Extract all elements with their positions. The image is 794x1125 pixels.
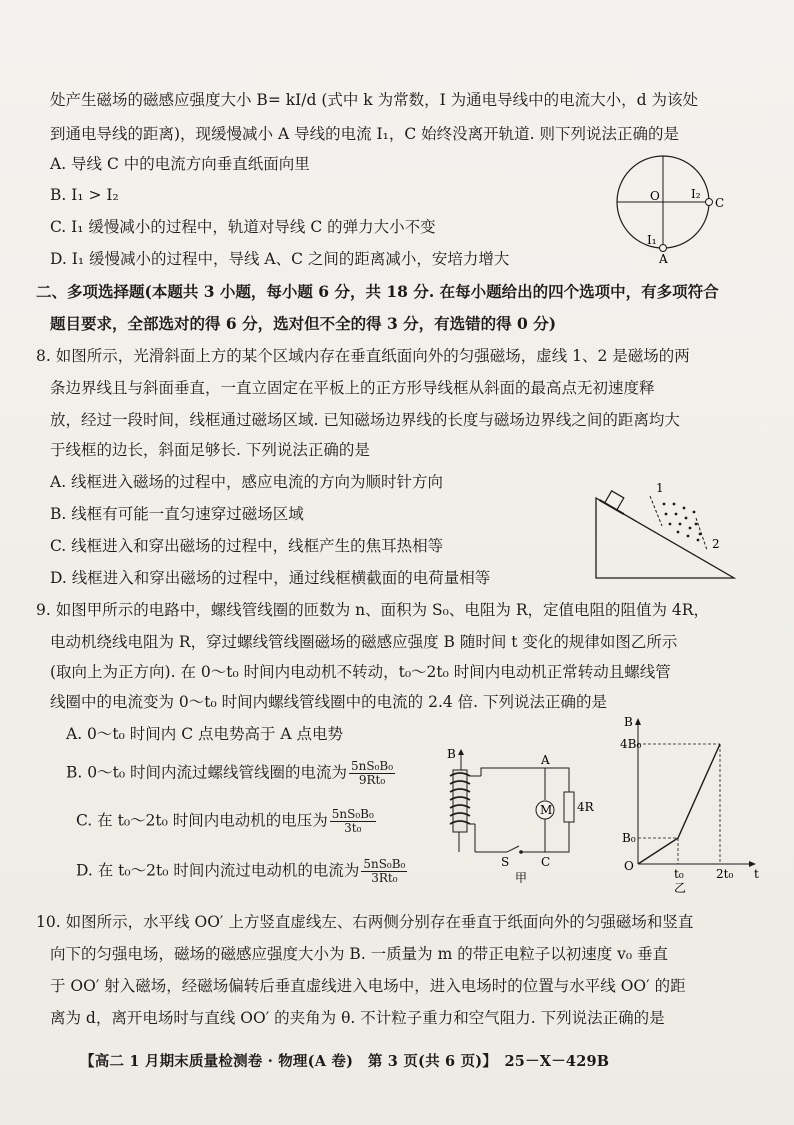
section2-heading-line2: 题目要求，全部选对的得 6 分，选对但不全的得 3 分，有选错的得 0 分) <box>50 314 557 333</box>
label-m: M <box>540 803 553 817</box>
q7-option-b: B. I₁ > I₂ <box>50 186 119 204</box>
q9-option-c <box>76 808 378 835</box>
q9-option-c-numerator: 5nS₀B₀ <box>331 807 374 821</box>
tick-label-t0: t₀ <box>674 867 684 881</box>
q9-option-c-denominator: 3t₀ <box>344 821 362 835</box>
q9-bt-graph-yi <box>618 714 768 894</box>
q9-option-b <box>66 760 397 787</box>
section2-heading-line1: 二、多项选择题(本题共 3 小题，每小题 6 分，共 18 分. 在每小题给出的四个选项中，有多项符合 <box>36 282 719 301</box>
q9-option-c-text: C. 在 t₀～2t₀ 时间内电动机的电压为 <box>76 811 328 830</box>
q10-line3: 于 OO′ 射入磁场，经磁场偏转后垂直虚线进入电场中，进入电场时的位置与水平线 OO′ 的距 <box>50 977 686 995</box>
boundary-line-1 <box>650 496 662 526</box>
q10-line4: 离为 d，离开电场时与直线 OO′ 的夹角为 θ. 不计粒子重力和空气阻力. 下列说法正确的是 <box>50 1009 665 1027</box>
q8-line4: 于线框的边长，斜面足够长. 下列说法正确的是 <box>50 441 370 459</box>
q8-option-c: C. 线框进入和穿出磁场的过程中，线框产生的焦耳热相等 <box>50 537 444 555</box>
q9-line1: 9. 如图甲所示的电路中，螺线管线圈的匝数为 n、面积为 S₀、电阻为 R，定值电阻的阻值为 4R， <box>36 601 709 619</box>
figure-label-yi: 乙 <box>674 881 687 894</box>
q10-line1: 10. 如图所示，水平线 OO′ 上方竖直虚线左、右两侧分别存在垂直于纸面向外的匀强磁场和竖直 <box>36 913 694 931</box>
q9-option-d-text: D. 在 t₀～2t₀ 时间内流过电动机的电流为 <box>76 861 360 880</box>
tick-label-2t0: 2t₀ <box>716 867 734 881</box>
label-a: A <box>659 252 668 265</box>
q9-option-a: A. 0～t₀ 时间内 C 点电势高于 A 点电势 <box>66 725 344 743</box>
label-boundary-1: 1 <box>656 481 664 495</box>
q10-line2: 向下的匀强电场，磁场的磁感应强度大小为 B. 一质量为 m 的带正电粒子以初速度 v₀ 垂直 <box>50 945 669 963</box>
figure-label-jia: 甲 <box>515 871 528 883</box>
tick-label-4b0: 4B₀ <box>620 737 642 751</box>
label-c: C <box>715 196 725 210</box>
q8-incline-figure <box>592 478 742 583</box>
label-i2: I₂ <box>691 187 701 201</box>
q8-line1: 8. 如图所示，光滑斜面上方的某个区域内存在垂直纸面向外的匀强磁场，虚线 1、2 是磁场的两 <box>36 347 690 365</box>
magnetic-field-dots <box>663 503 702 542</box>
q9-option-d-denominator: 3Rt₀ <box>371 871 398 885</box>
q7-circle-figure <box>605 150 725 265</box>
q9-option-b-numerator: 5nS₀B₀ <box>350 759 394 773</box>
q7-line1: 处产生磁场的磁感应强度大小 B= kI/d (式中 k 为常数，I 为通电导线中的电流大小，d 为该处 <box>50 91 699 109</box>
q9-option-d-fraction <box>361 858 407 885</box>
q9-option-d <box>76 858 409 885</box>
q8-option-d: D. 线框进入和穿出磁场的过程中，通过线框横截面的电荷量相等 <box>50 569 491 587</box>
label-o: O <box>650 189 660 203</box>
q9-option-c-fraction <box>330 808 376 835</box>
axis-label-b: B <box>624 715 633 729</box>
b-t-curve <box>638 744 720 864</box>
label-boundary-2: 2 <box>712 537 720 551</box>
boundary-line-2 <box>696 518 707 550</box>
label-b: B <box>447 748 456 761</box>
q7-option-d: D. I₁ 缓慢减小的过程中，导线 A、C 之间的距离减小，安培力增大 <box>50 250 510 268</box>
square-frame <box>605 491 624 510</box>
q9-option-b-denominator: 9Rt₀ <box>358 773 386 787</box>
axis-label-t: t <box>754 867 759 881</box>
q9-option-b-text: B. 0～t₀ 时间内流过螺线管线圈的电流为 <box>66 763 347 782</box>
solenoid-core <box>453 770 467 832</box>
q9-circuit-figure-jia <box>445 748 595 883</box>
q9-option-d-numerator: 5nS₀B₀ <box>363 857 406 871</box>
q8-line2: 条边界线且与斜面垂直，一直立固定在平板上的正方形导线框从斜面的最高点无初速度释 <box>50 379 655 397</box>
q7-option-a: A. 导线 C 中的电流方向垂直纸面向里 <box>50 155 310 173</box>
q9-option-b-fraction <box>349 760 395 787</box>
label-i1: I₁ <box>647 233 657 247</box>
switch-s <box>507 846 519 852</box>
q7-line2: 到通电导线的距离)，现缓慢减小 A 导线的电流 I₁，C 始终没离开轨道. 则下列说法正确的是 <box>50 125 680 143</box>
label-c: C <box>541 855 551 869</box>
tick-label-b0: B₀ <box>622 831 636 845</box>
q7-option-c: C. I₁ 缓慢减小的过程中，轨道对导线 C 的弹力大小不变 <box>50 218 436 236</box>
q8-line3: 放，经过一段时间，线框通过磁场区域. 已知磁场边界线的长度与磁场边界线之间的距离均大 <box>50 411 680 429</box>
q8-option-a: A. 线框进入磁场的过程中，感应电流的方向为顺时针方向 <box>50 473 444 491</box>
q9-line4: 线圈中的电流变为 0～t₀ 时间内螺线管线圈中的电流的 2.4 倍. 下列说法正确的是 <box>50 693 608 711</box>
label-4r: 4R <box>577 800 594 814</box>
q9-line2: 电动机绕线电阻为 R，穿过螺线管线圈磁场的磁感应强度 B 随时间 t 变化的规律如图乙所示 <box>50 633 678 651</box>
origin-label: O <box>624 859 634 873</box>
label-a: A <box>541 753 550 767</box>
q9-line3: (取向上为正方向). 在 0～t₀ 时间内电动机不转动，t₀～2t₀ 时间内电动机正常转动且螺线管 <box>50 663 671 681</box>
label-s: S <box>501 855 510 869</box>
wire-a-icon <box>660 245 667 252</box>
y-axis-arrow-icon <box>635 718 641 725</box>
resistor-4r <box>564 792 574 822</box>
q8-option-b: B. 线框有可能一直匀速穿过磁场区域 <box>50 505 304 523</box>
page-footer: 【高二 1 月期末质量检测卷 · 物理(A 卷) 第 3 页(共 6 页)】 25－X－429B <box>80 1053 610 1070</box>
b-arrow-head-icon <box>458 749 464 755</box>
wire-c-icon <box>706 199 713 206</box>
